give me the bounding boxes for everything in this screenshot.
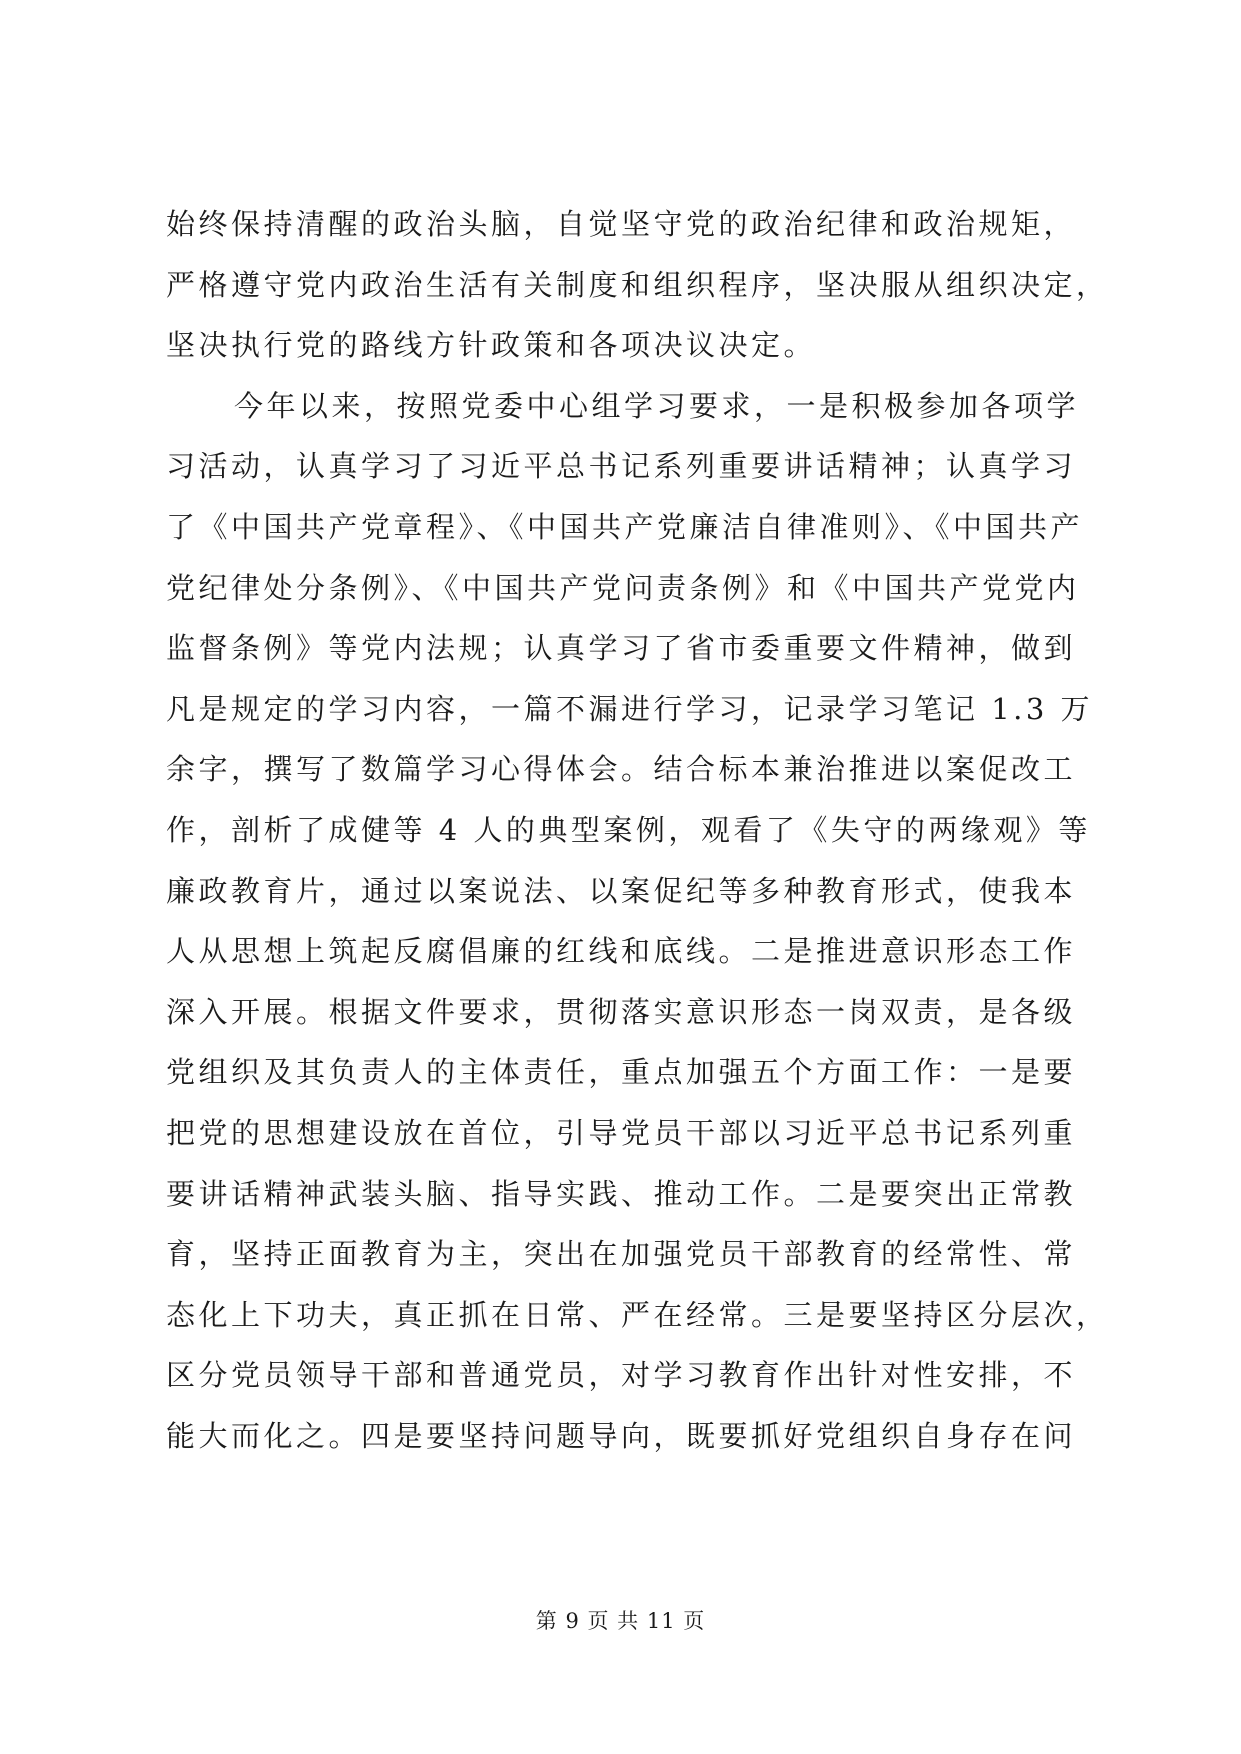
text-line: 今年以来，按照党委中心组学习要求，一是积极参加各项学 <box>234 388 1080 423</box>
text-line: 习活动，认真学习了习近平总书记系列重要讲话精神；认真学习 <box>166 449 1077 484</box>
text-line: 把党的思想建设放在首位，引导党员干部以习近平总书记系列重 <box>166 1115 1077 1150</box>
text-line: 要讲话精神武装头脑、指导实践、推动工作。二是要突出正常教 <box>166 1176 1077 1211</box>
text-line: 始终保持清醒的政治头脑，自觉坚守党的政治纪律和政治规矩， <box>166 207 1077 241</box>
text-line: 育，坚持正面教育为主，突出在加强党员干部教育的经常性、常 <box>166 1237 1077 1272</box>
text-line: 廉政教育片，通过以案说法、以案促纪等多种教育形式，使我本 <box>166 873 1077 908</box>
text-line: 党组织及其负责人的主体责任，重点加强五个方面工作：一是要 <box>166 1055 1077 1090</box>
text-line: 党纪律处分条例》、《中国共产党问责条例》和《中国共产党党内 <box>166 570 1080 605</box>
text-line: 了《中国共产党章程》、《中国共产党廉洁自律准则》、《中国共产 <box>166 509 1084 544</box>
body-text <box>166 194 1109 1466</box>
text-line: 余字，撰写了数篇学习心得体会。结合标本兼治推进以案促改工 <box>166 752 1077 787</box>
text-line: 凡是规定的学习内容，一篇不漏进行学习，记录学习笔记 1.3 万 <box>166 691 1094 726</box>
text-line: 人从思想上筑起反腐倡廉的红线和底线。二是推进意识形态工作 <box>166 934 1077 969</box>
text-line: 坚决执行党的路线方针政策和各项决议决定。 <box>166 328 817 363</box>
text-line: 区分党员领导干部和普通党员，对学习教育作出针对性安排，不 <box>166 1358 1077 1393</box>
text-line: 能大而化之。四是要坚持问题导向，既要抓好党组织自身存在问 <box>166 1418 1077 1453</box>
text-line: 监督条例》等党内法规；认真学习了省市委重要文件精神，做到 <box>166 631 1077 666</box>
text-line: 深入开展。根据文件要求，贯彻落实意识形态一岗双责，是各级 <box>166 994 1077 1029</box>
text-line: 态化上下功夫，真正抓在日常、严在经常。三是要坚持区分层次， <box>166 1297 1109 1332</box>
text-line: 作，剖析了成健等 4 人的典型案例，观看了《失守的两缘观》等 <box>166 812 1091 847</box>
page-number-footer: 第 9 页 共 11 页 <box>535 1609 706 1633</box>
text-line: 严格遵守党内政治生活有关制度和组织程序，坚决服从组织决定， <box>166 267 1109 302</box>
